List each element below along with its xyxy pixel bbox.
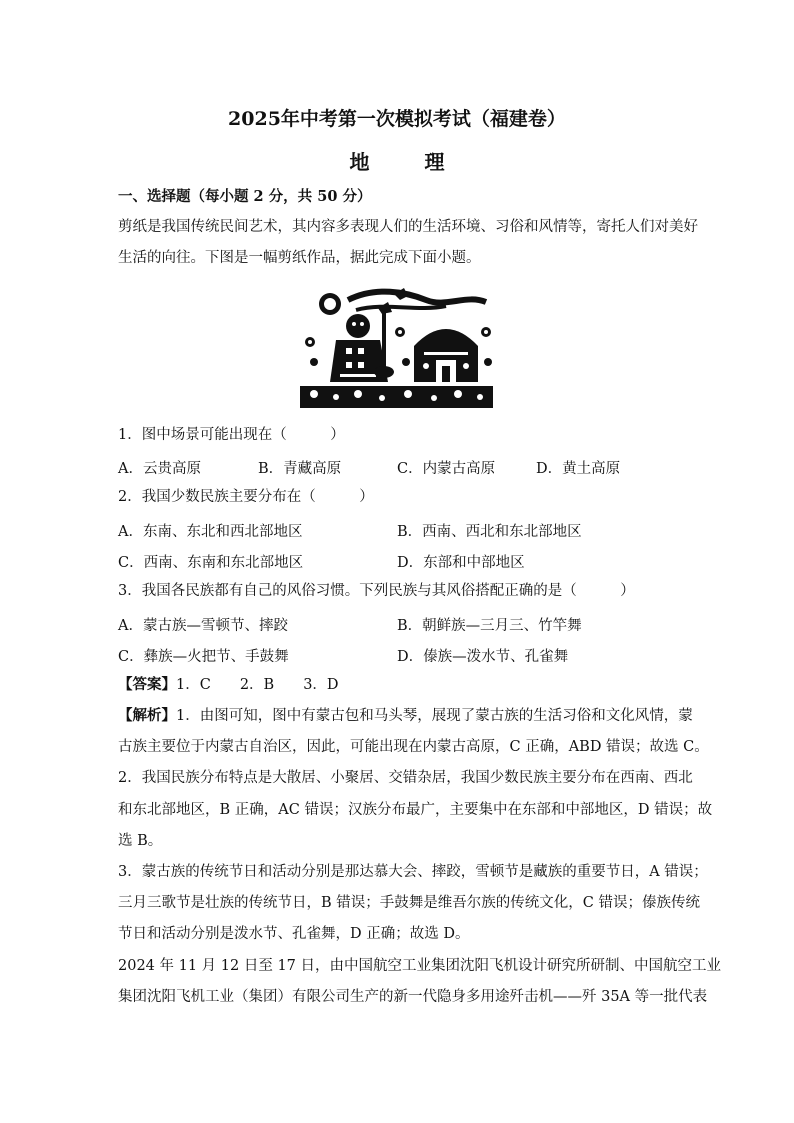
analysis-line-1: 【解析】1．由图可知，图中有蒙古包和马头琴，展现了蒙古族的生活习俗和文化风情，蒙	[118, 707, 693, 724]
analysis-line-8: 节日和活动分别是泼水节、孔雀舞，D 正确；故选 D。	[118, 926, 470, 942]
q3-option-b: B．朝鲜族—三月三、竹竿舞	[397, 618, 582, 634]
q1-option-a: A．云贵高原	[118, 461, 201, 477]
q3-option-a: A．蒙古族—雪顿节、摔跤	[118, 618, 288, 634]
q3-option-c: C．彝族—火把节、手鼓舞	[118, 649, 289, 665]
intro-line-2: 生活的向往。下图是一幅剪纸作品，据此完成下面小题。	[118, 250, 481, 266]
q1-option-d: D．黄土高原	[536, 461, 621, 477]
analysis-line-3: 2．我国民族分布特点是大散居、小聚居、交错杂居，我国少数民族主要分布在西南、西北	[118, 770, 693, 786]
analysis-line-5: 选 B。	[118, 833, 163, 849]
question-3-stem: 3．我国各民族都有自己的风俗习惯。下列民族与其风俗搭配正确的是（ ）	[118, 583, 635, 599]
q2-option-d: D．东部和中部地区	[397, 555, 525, 571]
answer-label: 【答案】	[118, 676, 176, 693]
section-heading: 一、选择题（每小题 2 分，共 50 分）	[118, 188, 372, 205]
q2-option-b: B．西南、西北和东北部地区	[397, 524, 582, 540]
q1-option-b: B．青藏高原	[258, 461, 342, 477]
question-1-stem: 1．图中场景可能出现在（ ）	[118, 427, 345, 443]
analysis-line-6: 3．蒙古族的传统节日和活动分别是那达慕大会、摔跤，雪顿节是藏族的重要节日，A 错误；	[118, 864, 708, 880]
analysis-line-4: 和东北部地区，B 正确，AC 错误；汉族分布最广，主要集中在东部和中部地区，D 错误；故	[118, 802, 713, 818]
exam-title: 2025年中考第一次模拟考试（福建卷）	[228, 108, 566, 130]
analysis-label: 【解析】	[118, 707, 176, 724]
answer-block	[118, 674, 688, 696]
passage-line-1: 2024 年 11 月 12 日至 17 日，由中国航空工业集团沈阳飞机设计研究所研制、中国航空工业	[118, 958, 722, 974]
q2-option-a: A．东南、东北和西北部地区	[118, 524, 303, 540]
question-2-stem: 2．我国少数民族主要分布在（ ）	[118, 489, 374, 505]
analysis-line-2: 古族主要位于内蒙古自治区，因此，可能出现在内蒙古高原，C 正确，ABD 错误；故选 C。	[118, 739, 709, 755]
answer-text: 1．C 2．B 3．D	[176, 677, 339, 693]
q1-option-c: C．内蒙古高原	[397, 461, 496, 477]
passage-line-2: 集团沈阳飞机工业（集团）有限公司生产的新一代隐身多用途歼击机——歼 35A 等一批代表	[118, 989, 708, 1005]
intro-line-1: 剪纸是我国传统民间艺术，其内容多表现人们的生活环境、习俗和风情等，寄托人们对美好	[118, 219, 698, 235]
q2-option-c: C．西南、东南和东北部地区	[118, 555, 304, 571]
analysis-line-7: 三月三歌节是壮族的传统节日，B 错误；手鼓舞是维吾尔族的传统文化，C 错误；傣族传统	[118, 895, 700, 911]
q3-option-d: D．傣族—泼水节、孔雀舞	[397, 649, 569, 665]
paper-cut-illustration	[296, 282, 497, 414]
subject-title: 地 理	[349, 150, 469, 174]
